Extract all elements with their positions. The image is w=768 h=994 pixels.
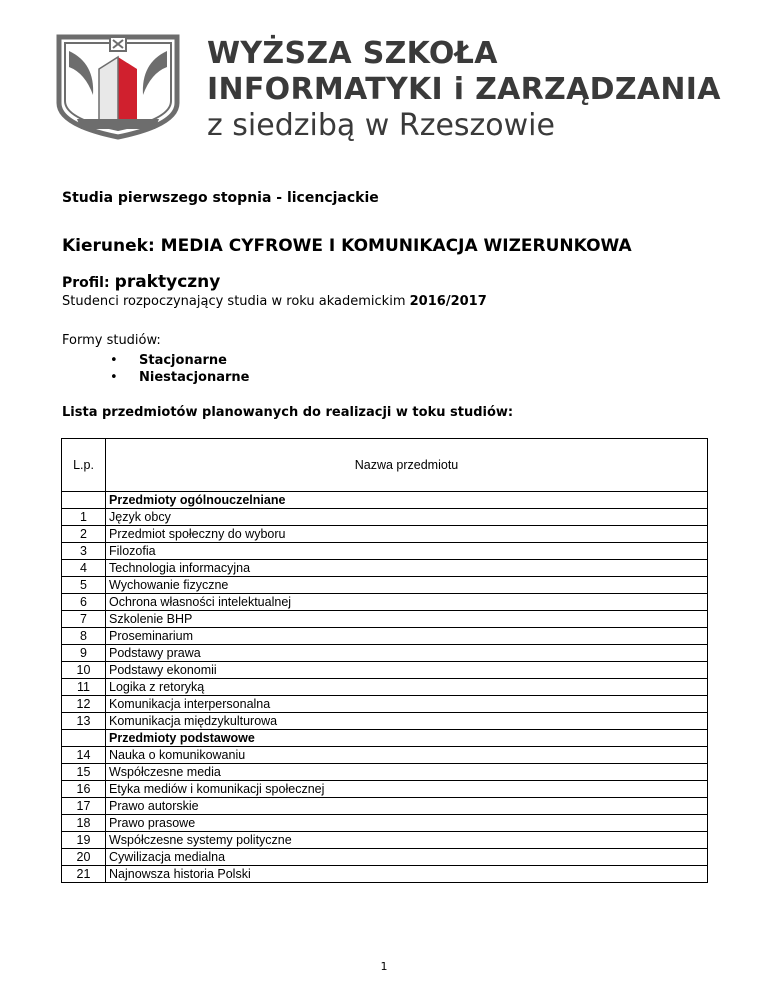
study-form-label: Niestacjonarne (139, 370, 250, 385)
university-name (207, 36, 721, 144)
group-name: Przedmioty ogólnouczelniane (106, 492, 708, 509)
subject-name: Podstawy ekonomii (106, 662, 708, 679)
column-header-name: Nazwa przedmiotu (106, 439, 708, 492)
subject-name: Komunikacja międzykulturowa (106, 713, 708, 730)
row-number (62, 492, 106, 509)
table-row (62, 781, 708, 798)
table-row (62, 798, 708, 815)
subject-name: Prawo prasowe (106, 815, 708, 832)
table-group-row (62, 492, 708, 509)
table-row (62, 509, 708, 526)
row-number: 5 (62, 577, 106, 594)
subject-name: Filozofia (106, 543, 708, 560)
subject-name: Cywilizacja medialna (106, 849, 708, 866)
table-row (62, 679, 708, 696)
subject-name: Komunikacja interpersonalna (106, 696, 708, 713)
table-row (62, 815, 708, 832)
subject-name: Prawo autorskie (106, 798, 708, 815)
subject-name: Nauka o komunikowaniu (106, 747, 708, 764)
row-number: 7 (62, 611, 106, 628)
table-row (62, 747, 708, 764)
row-number: 14 (62, 747, 106, 764)
group-name: Przedmioty podstawowe (106, 730, 708, 747)
profile-label: Profil: (62, 275, 110, 291)
table-row (62, 594, 708, 611)
degree-level: Studia pierwszego stopnia - licencjackie (62, 190, 379, 206)
subject-name: Współczesne systemy polityczne (106, 832, 708, 849)
subject-name: Szkolenie BHP (106, 611, 708, 628)
table-row (62, 543, 708, 560)
table-row (62, 713, 708, 730)
subjects-table (61, 438, 708, 883)
students-info (62, 294, 487, 309)
study-forms-list (62, 352, 249, 386)
table-group-row (62, 730, 708, 747)
row-number (62, 730, 106, 747)
row-number: 12 (62, 696, 106, 713)
table-row (62, 577, 708, 594)
profile-value: praktyczny (114, 272, 221, 292)
bullet-icon: • (110, 353, 118, 368)
row-number: 1 (62, 509, 106, 526)
page-number: 1 (380, 960, 388, 973)
row-number: 15 (62, 764, 106, 781)
column-header-lp: L.p. (62, 439, 106, 492)
study-form-item (110, 369, 249, 386)
row-number: 8 (62, 628, 106, 645)
row-number: 18 (62, 815, 106, 832)
university-name-line1: WYŻSZA SZKOŁA (207, 36, 498, 71)
subject-name: Język obcy (106, 509, 708, 526)
table-row (62, 764, 708, 781)
subject-name: Przedmiot społeczny do wyboru (106, 526, 708, 543)
row-number: 9 (62, 645, 106, 662)
row-number: 21 (62, 866, 106, 883)
table-row (62, 611, 708, 628)
table-row (62, 866, 708, 883)
study-form-item (110, 352, 249, 369)
study-forms-label: Formy studiów: (62, 333, 161, 348)
row-number: 11 (62, 679, 106, 696)
table-row (62, 662, 708, 679)
subject-name: Logika z retoryką (106, 679, 708, 696)
table-row (62, 645, 708, 662)
row-number: 16 (62, 781, 106, 798)
subject-name: Ochrona własności intelektualnej (106, 594, 708, 611)
bullet-icon: • (110, 370, 118, 385)
academic-year: 2016/2017 (409, 294, 487, 309)
row-number: 19 (62, 832, 106, 849)
row-number: 6 (62, 594, 106, 611)
profile (62, 272, 220, 292)
subjects-table-body (62, 492, 708, 883)
subject-name: Etyka mediów i komunikacji społecznej (106, 781, 708, 798)
table-header-row (62, 439, 708, 492)
subject-name: Wychowanie fizyczne (106, 577, 708, 594)
row-number: 10 (62, 662, 106, 679)
table-row (62, 628, 708, 645)
row-number: 20 (62, 849, 106, 866)
subjects-list-title: Lista przedmiotów planowanych do realizacji w toku studiów: (62, 405, 514, 420)
subject-name: Technologia informacyjna (106, 560, 708, 577)
row-number: 17 (62, 798, 106, 815)
university-name-line2: INFORMATYKI i ZARZĄDZANIA (207, 72, 721, 107)
study-form-label: Stacjonarne (139, 353, 227, 368)
students-text: Studenci rozpoczynający studia w roku akademickim (62, 294, 406, 309)
subject-name: Proseminarium (106, 628, 708, 645)
table-row (62, 832, 708, 849)
subject-name: Najnowsza historia Polski (106, 866, 708, 883)
row-number: 2 (62, 526, 106, 543)
subject-name: Współczesne media (106, 764, 708, 781)
study-forms (62, 333, 249, 386)
table-row (62, 526, 708, 543)
field-of-study: Kierunek: MEDIA CYFROWE I KOMUNIKACJA WIZERUNKOWA (62, 236, 632, 256)
table-row (62, 696, 708, 713)
row-number: 13 (62, 713, 106, 730)
table-row (62, 849, 708, 866)
row-number: 3 (62, 543, 106, 560)
table-row (62, 560, 708, 577)
row-number: 4 (62, 560, 106, 577)
university-crest-logo (55, 33, 181, 141)
subject-name: Podstawy prawa (106, 645, 708, 662)
university-location: z siedzibą w Rzeszowie (207, 108, 555, 143)
